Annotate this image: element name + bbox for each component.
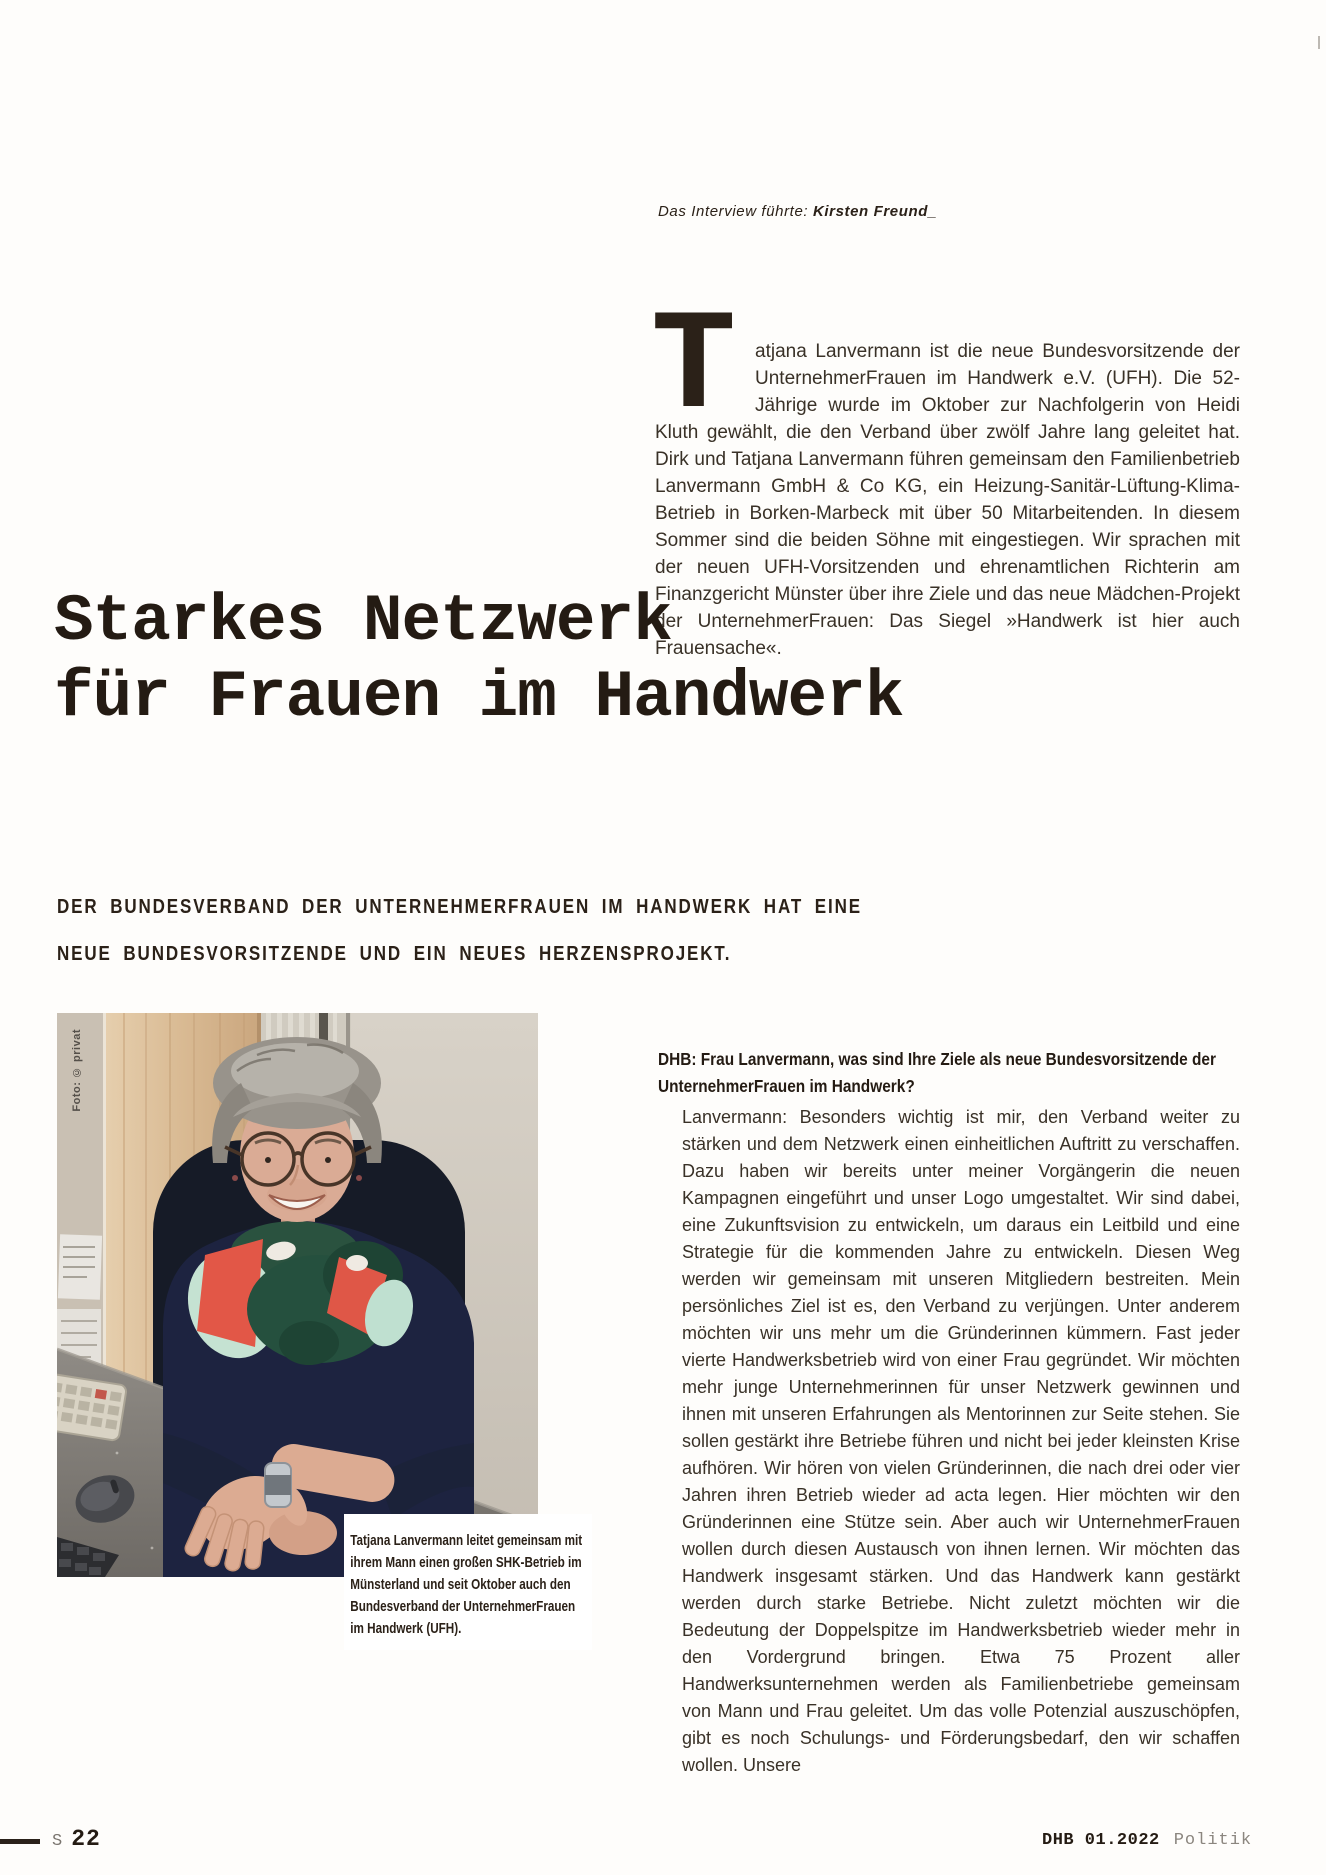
- interview-credit: [658, 203, 937, 220]
- issue-info: [1042, 1831, 1252, 1851]
- issue-label: DHB 01.2022: [1042, 1831, 1160, 1850]
- headline: [54, 584, 903, 736]
- interview-answer: Lanvermann: Besonders wichtig ist mir, den Verband weiter zu stärken und dem Netzwerk einen einheitlichen Auftritt zu verschaffen. Dazu haben wir bereits unter meiner Vorgängerin die neuen Kampagnen eingeführt und unser Logo umgestaltet. Wir sind dabei, eine Zukunftsvision zu entwickeln, um daraus ein Leitbild und eine Strategie für die kommenden Jahre zu entwickeln. Diesen Weg werden wir gemeinsam mit unseren Mitgliedern bestreiten. Mein persönliches Ziel ist es, den Verband zu verjüngen. Unter anderem möchten wir uns mehr um die Gründerinnen kümmern. Fast jeder vierte Handwerksbetrieb wird von einer Frau gegründet. Wir möchten mehr junge Unternehmerinnen für unser Netzwerk gewinnen und ihnen mit unseren Erfahrungen als Mentorinnen zur Seite stehen. Sie sollen gestärkt ihre Betriebe führen und nicht bei jeder kleinsten Krise aufhören. Wir hören von vielen Gründerinnen, die nach drei oder vier Jahren ihren Betrieb wieder ad acta legen. Hier möchten wir den Gründerinnen eine Stütze sein. Aber auch wir UnternehmerFrauen wollen durch diesen Austausch von ihnen lernen. Wir möchten das Handwerk insgesamt stärken. Und das Handwerk kann gestärkt werden durch starke Betriebe. Nicht zuletzt möchten wir die Bedeutung der Doppelspitze im Handwerksbetrieb wieder mehr in den Vordergrund bringen. Etwa 75 Prozent aller Handwerksunternehmen werden als Familienbetriebe gemeinsam von Mann und Frau geleitet. Um das volle Potenzial auszuschöpfen, gibt es noch Schulungs- und Förderungsbedarf, den wir schaffen wollen. Unsere: [682, 1107, 1240, 1775]
- photo-credit: Foto: © privat: [71, 1029, 83, 1112]
- page-number-prefix: S: [52, 1832, 64, 1851]
- standfirst-line-1: DER BUNDESVERBAND DER UNTERNEHMERFRAUEN IM HANDWERK HAT EINE: [57, 896, 862, 918]
- footer-rule: [0, 1839, 40, 1844]
- photo-caption: Tatjana Lanvermann leitet gemeinsam mit ihrem Mann einen großen SHK-Betrieb im Münsterland und seit Oktober auch den Bundesverband der UnternehmerFrauen im Handwerk (UFH).: [344, 1514, 592, 1650]
- page-corner-mark: [1318, 36, 1320, 49]
- standfirst-line-2: NEUE BUNDESVORSITZENDE UND EIN NEUES HERZENSPROJEKT.: [57, 943, 732, 965]
- intro-text: atjana Lanvermann ist die neue Bundesvorsitzende der UnternehmerFrauen im Handwerk e.V. (UFH). Die 52-Jährige wurde im Oktober zur Nachfolgerin von Heidi Kluth gewählt, die den Verband über zwölf Jahre lang geleitet hat. Dirk und Tatjana Lanvermann führen gemeinsam den Familienbetrieb Lanvermann GmbH & Co KG, ein Heizung-Sanitär-Lüftung-Klima-Betrieb in Borken-Marbeck mit über 50 Mitarbeitenden. In diesem Sommer sind die beiden Söhne mit eingestiegen. Wir sprachen mit der neuen UFH-Vorsitzenden und ehrenamtlichen Richterin am Finanzgericht Münster über ihre Ziele und das neue Mädchen-Projekt der UnternehmerFrauen: Das Siegel »Handwerk ist hier auch Frauensache«.: [655, 341, 1240, 659]
- standfirst: [57, 884, 862, 978]
- credit-author: Kirsten Freund_: [812, 203, 937, 220]
- credit-prefix: Das Interview führte:: [658, 203, 813, 220]
- photo-watch: [265, 1463, 291, 1507]
- photo-illustration: [57, 1013, 538, 1577]
- portrait-photo: [57, 1013, 538, 1577]
- section-label: Politik: [1173, 1831, 1253, 1850]
- headline-line-2: für Frauen im Handwerk: [54, 660, 904, 735]
- page-number-value: 22: [71, 1826, 101, 1852]
- interview-question: DHB: Frau Lanvermann, was sind Ihre Ziele als neue Bundesvorsitzende der UnternehmerFrauen im Handwerk?: [658, 1049, 1216, 1096]
- dropcap: T: [651, 288, 737, 449]
- headline-line-1: Starkes Netzwerk: [54, 584, 672, 659]
- page-number: [52, 1826, 101, 1855]
